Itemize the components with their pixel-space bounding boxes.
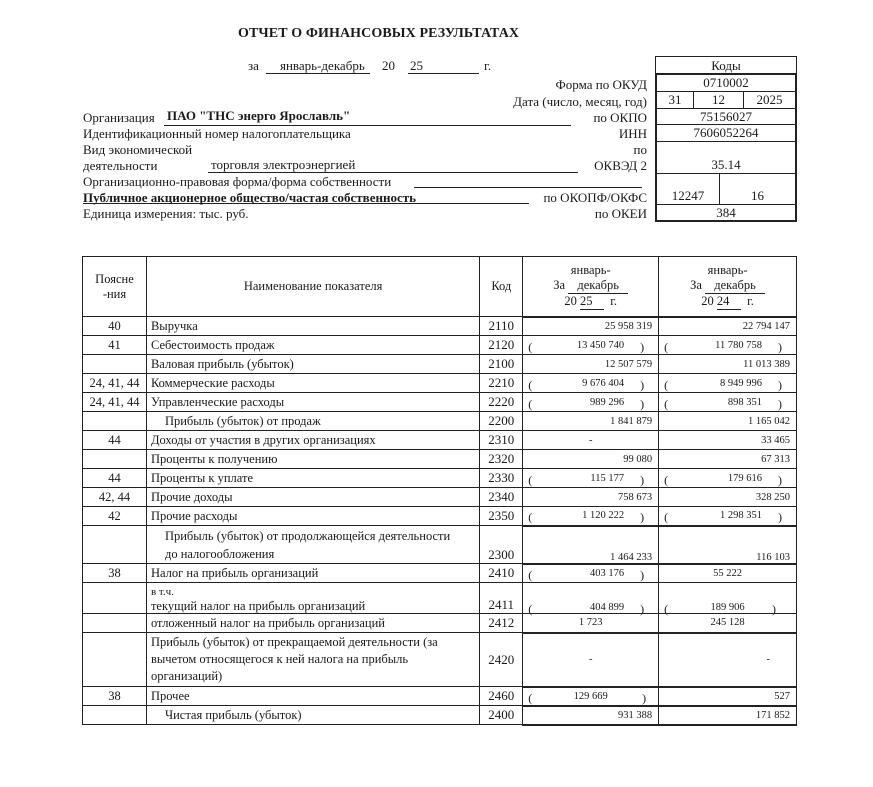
row-value-2025 [523,431,659,450]
paren-close: ) [640,510,645,525]
header-2024-line1: январь- [707,262,748,277]
date-label: Дата (число, месяц, год) [513,94,647,109]
row-code: 2210 [480,374,523,393]
row-note: 44 [83,469,147,488]
codes-box [655,56,797,222]
value-2024: 527 [774,690,790,702]
paren-open: ( [528,396,533,411]
row-name: Налог на прибыль организаций [146,564,479,583]
header-2024-line2: декабрь [705,278,765,294]
paren-close: ) [778,339,782,354]
paren-open: ( [528,567,533,582]
period-value: январь-декабрь [280,58,365,73]
paren-open: ( [528,472,533,487]
header-period-2025 [523,257,659,317]
row-value-2024 [659,687,797,706]
row-value-2025 [523,488,659,507]
value-2025: - [588,434,593,446]
okved-label-1: по [633,142,647,157]
row-value-2024 [659,355,797,374]
value-2025: 1 120 222 [582,510,625,522]
row-note: 42, 44 [83,488,147,507]
row-name: Проценты к получению [146,450,479,469]
row-name [146,526,479,564]
paren-open: ( [528,602,533,616]
row-value-2025 [523,374,659,393]
row-value-2024 [659,336,797,355]
row-value-2024 [659,374,797,393]
row-value-2024 [659,583,797,614]
okopf-value: 12247 [671,188,705,203]
table-row [83,706,797,725]
header-2025-year: 25 [580,294,604,310]
table-row [83,564,797,583]
header-2025-line1: январь- [570,262,611,277]
row-value-2024 [659,614,797,633]
row-name: Себестоимость продаж [146,336,479,355]
row-note: 40 [83,317,147,336]
row-code: 2350 [480,507,523,526]
row-value-2025 [523,687,659,706]
row-code: 2400 [480,706,523,725]
value-2024: 245 128 [710,617,745,629]
row-name: Управленческие расходы [146,393,479,412]
row-value-2024 [659,317,797,336]
value-2025: 9 676 404 [582,377,625,389]
value-2024: - [766,654,770,665]
row-note [83,526,147,564]
row-value-2024 [659,450,797,469]
table-header-row [83,257,797,317]
paren-close: ) [778,472,782,487]
legal-form-value: Публичное акционерное общество/частая собственность [83,190,416,205]
header-period-2024 [659,257,797,317]
paren-close: ) [778,510,782,525]
value-2025: 404 899 [590,602,625,613]
row-name: Выручка [146,317,479,336]
row-value-2025 [523,393,659,412]
row-name: Доходы от участия в других организациях [146,431,479,450]
row-name-line2: текущий налог на прибыль организаций [150,599,366,613]
row-code: 2110 [480,317,523,336]
okved-value: 35.14 [711,157,741,172]
row-code: 2200 [480,412,523,431]
value-2024: 11 780 758 [715,339,762,351]
value-2025: 115 177 [590,472,625,484]
row-code: 2310 [480,431,523,450]
row-name: Проценты к уплате [146,469,479,488]
row-code: 2330 [480,469,523,488]
date-day: 31 [668,92,682,107]
row-name: Чистая прибыль (убыток) [146,706,479,725]
year-prefix: 20 [382,58,395,73]
okpo-label: по ОКПО [593,110,647,125]
header-2024-prefix: За [690,277,702,292]
value-2025: 25 958 319 [604,320,653,332]
value-2024: 22 794 147 [742,320,790,332]
table-row [83,336,797,355]
value-2024: 898 351 [727,396,762,408]
okei-value: 384 [716,205,736,220]
codes-header: Коды [711,58,741,73]
okved-label-2: ОКВЭД 2 [594,158,647,173]
row-code: 2120 [480,336,523,355]
row-note [83,355,147,374]
row-note: 24, 41, 44 [83,393,147,412]
okud-label: Форма по ОКУД [555,77,647,92]
row-value-2025 [523,614,659,633]
row-note [83,583,147,614]
row-code: 2420 [480,633,523,687]
value-2025: 989 296 [590,396,625,408]
value-2024: 179 616 [727,472,762,484]
header-2025-year-suffix: г. [610,293,618,308]
value-2024: 11 013 389 [743,358,790,370]
value-2024: 189 906 [710,602,745,613]
row-name: Коммерческие расходы [146,374,479,393]
value-2025: - [588,654,593,665]
table-row [83,488,797,507]
activity-value: торговля электроэнергией [211,157,356,172]
row-value-2025 [523,526,659,564]
table-row [83,412,797,431]
paren-close: ) [778,377,782,392]
table-row [83,431,797,450]
header-name: Наименование показателя [146,257,479,317]
date-year: 2025 [743,92,795,108]
row-value-2025 [523,583,659,614]
row-name [146,583,479,614]
header-2025-line2: декабрь [568,278,628,294]
row-name: отложенный налог на прибыль организаций [146,614,479,633]
row-note [83,633,147,687]
inn-label: Идентификационный номер налогоплательщика [83,126,351,141]
row-name-line2: вычетом относящегося к ней налога на прибыль [150,652,409,666]
report-title: ОТЧЕТ О ФИНАНСОВЫХ РЕЗУЛЬТАТАХ [238,26,520,41]
header-2024-year-suffix: г. [747,293,754,308]
paren-open: ( [664,472,669,487]
row-value-2025 [523,507,659,526]
row-code: 2412 [480,614,523,633]
value-2024: 116 103 [756,551,790,563]
value-2025: 758 673 [618,491,653,503]
row-value-2024 [659,507,797,526]
row-code: 2300 [480,526,523,564]
row-value-2024 [659,633,797,687]
paren-close: ) [640,396,645,411]
period-prefix: за [248,58,259,73]
row-note [83,706,147,725]
header-code: Код [480,257,523,317]
paren-close: ) [640,339,645,354]
value-2024: 55 222 [713,567,742,579]
row-value-2025 [523,412,659,431]
activity-label-1: Вид экономической [83,142,193,157]
row-code: 2220 [480,393,523,412]
table-row [83,317,797,336]
value-2025: 403 176 [590,567,625,579]
row-name: Валовая прибыль (убыток) [146,355,479,374]
table-row [83,526,797,564]
year-suffix: г. [484,58,492,73]
row-note [83,412,147,431]
paren-open: ( [664,339,669,354]
paren-close: ) [640,472,645,487]
row-name: Прибыль (убыток) от продаж [146,412,479,431]
paren-close: ) [640,377,645,392]
inn-code-label: ИНН [618,126,647,141]
row-value-2025 [523,450,659,469]
value-2025: 12 507 579 [604,358,653,370]
value-2025: 129 669 [573,690,608,702]
value-2025: 99 080 [623,453,653,465]
row-value-2025 [523,355,659,374]
row-name: Прочие расходы [146,507,479,526]
paren-open: ( [664,602,669,616]
row-note: 42 [83,507,147,526]
row-name-line2: до налогообложения [164,547,275,561]
paren-open: ( [664,377,669,392]
year-value: 25 [410,58,423,73]
value-2025: 931 388 [618,709,653,721]
header-note-text: Поясне-ния [95,271,134,301]
row-name: Прочие доходы [146,488,479,507]
activity-label-2: деятельности [83,158,158,173]
row-code: 2410 [480,564,523,583]
paren-open: ( [664,510,669,525]
header-2025-year-prefix: 20 [564,293,577,308]
header-2024-year-prefix: 20 [701,293,714,308]
row-value-2024 [659,431,797,450]
paren-close: ) [640,602,645,616]
paren-close: ) [642,690,647,705]
row-note: 38 [83,687,147,706]
paren-open: ( [528,377,533,392]
row-value-2024 [659,412,797,431]
table-row [83,687,797,706]
okei-label: по ОКЕИ [594,206,647,221]
row-note [83,614,147,633]
row-note: 24, 41, 44 [83,374,147,393]
row-note: 38 [83,564,147,583]
paren-close: ) [778,396,782,411]
row-value-2025 [523,564,659,583]
row-value-2025 [523,706,659,725]
row-value-2024 [659,564,797,583]
table-row [83,374,797,393]
row-value-2025 [523,633,659,687]
row-value-2024 [659,393,797,412]
row-note [83,450,147,469]
row-code: 2411 [480,583,523,614]
paren-open: ( [664,396,669,411]
table-row [83,507,797,526]
paren-close: ) [640,567,645,582]
table-row [83,450,797,469]
value-2024: 1 165 042 [748,415,790,427]
legal-form-label: Организационно-правовая форма/форма собственности [83,174,392,189]
value-2024: 67 313 [761,453,790,465]
table-row [83,355,797,374]
date-month: 12 [693,92,743,108]
org-name: ПАО "ТНС энерго Ярославль" [167,108,351,123]
row-note: 41 [83,336,147,355]
table-row [83,583,797,614]
value-2024: 33 465 [761,434,790,446]
value-2024: 8 949 996 [720,377,762,389]
table-row [83,614,797,633]
row-code: 2320 [480,450,523,469]
paren-close: ) [772,602,776,616]
org-label: Организация [83,110,155,125]
header-2025-prefix: За [553,277,566,292]
paren-open: ( [528,510,533,525]
paren-open: ( [528,339,533,354]
okud-value: 0710002 [703,75,749,90]
value-2024: 328 250 [755,491,790,503]
value-2025: 13 450 740 [576,339,625,351]
row-value-2024 [659,488,797,507]
header-note [83,257,147,317]
table-row [83,633,797,687]
row-name-line1: в т.ч. [150,586,174,598]
okopf-label: по ОКОПФ/ОКФС [543,190,647,205]
row-code: 2460 [480,687,523,706]
row-value-2025 [523,469,659,488]
paren-open: ( [528,690,533,705]
row-code: 2100 [480,355,523,374]
value-2024: 1 298 351 [720,510,762,522]
table-row [83,469,797,488]
row-value-2024 [659,706,797,725]
table-row [83,393,797,412]
value-2025: 1 841 879 [610,415,653,427]
row-name-line1: Прибыль (убыток) от продолжающейся деятельности [164,529,451,543]
row-value-2025 [523,317,659,336]
okfs-value: 16 [719,174,795,204]
row-name [146,633,479,687]
row-note: 44 [83,431,147,450]
value-2024: 171 852 [755,709,790,721]
value-2025: 1 723 [578,617,603,629]
row-name: Прочее [146,687,479,706]
row-code: 2340 [480,488,523,507]
value-2025: 1 464 233 [610,551,653,563]
row-value-2024 [659,526,797,564]
row-name-line3: организаций) [150,669,223,683]
row-name-line1: Прибыль (убыток) от прекращаемой деятельности (за [150,635,438,649]
financial-results-table [82,256,797,726]
inn-value: 7606052264 [693,125,759,140]
row-value-2025 [523,336,659,355]
okpo-value: 75156027 [700,109,752,124]
header-2024-year: 24 [717,294,741,310]
row-value-2024 [659,469,797,488]
unit-label: Единица измерения: тыс. руб. [83,206,249,221]
